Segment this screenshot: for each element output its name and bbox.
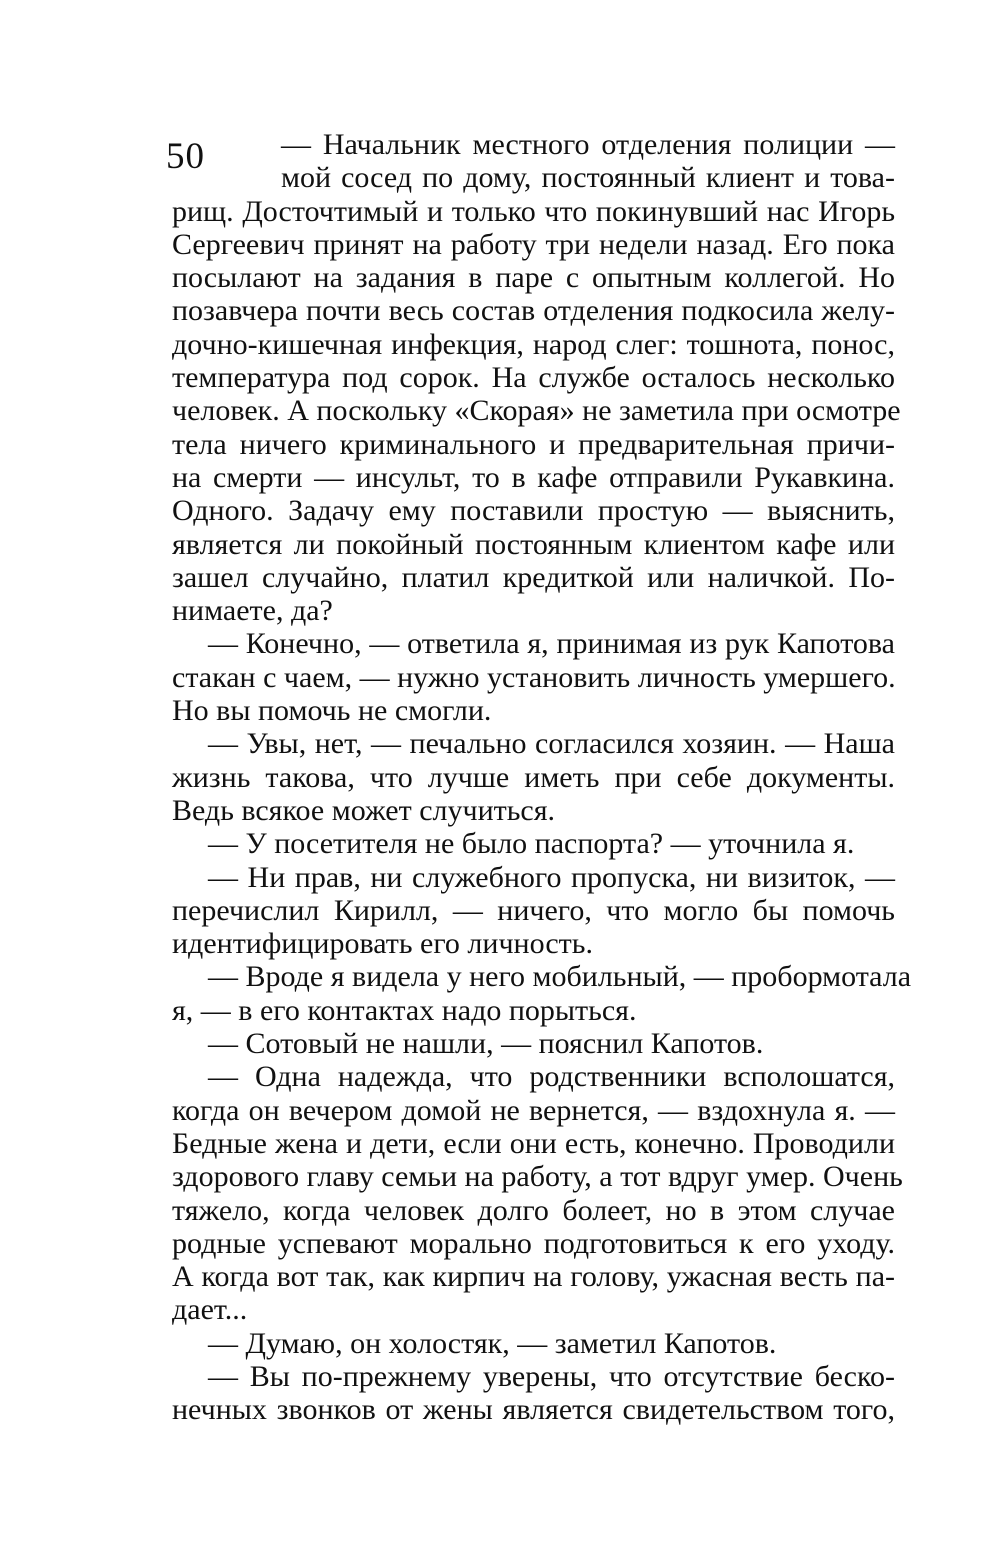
text-line: — Одна надежда, что родственники всполошатся, xyxy=(208,1060,895,1094)
text-line: посылают на задания в паре с опытным коллегой. Но xyxy=(172,261,895,295)
text-line: когда он вечером домой не вернется, — вздохнула я. — xyxy=(172,1093,895,1127)
text-line: идентифицировать его личность. xyxy=(172,927,593,961)
text-line: человек. А поскольку «Скорая» не заметила при осмотре xyxy=(172,394,901,428)
text-line: мой сосед по дому, постоянный клиент и това- xyxy=(281,161,895,195)
text-line: Ведь всякое может случиться. xyxy=(172,793,556,827)
text-line: — Ни прав, ни служебного пропуска, ни визиток, — xyxy=(208,860,895,894)
text-line: на смерти — инсульт, то в кафе отправили Рукавкина. xyxy=(172,460,895,494)
text-line: — У посетителя не было паспорта? — уточнила я. xyxy=(208,827,855,861)
text-line: позавчера почти весь состав отделения подкосила желу- xyxy=(172,294,895,328)
text-line: я, — в его контактах надо порыться. xyxy=(172,993,637,1027)
page-number: 50 xyxy=(166,136,205,177)
body-text xyxy=(172,128,912,1427)
text-line: Сергеевич принят на работу три недели назад. Его пока xyxy=(172,227,895,261)
text-line: — Вроде я видела у него мобильный, — пробормотала xyxy=(208,960,912,994)
text-line: Бедные жена и дети, если они есть, конечно. Проводили xyxy=(172,1126,895,1160)
text-line: нечных звонков от жены является свидетельством того, xyxy=(172,1393,895,1427)
text-line: тяжело, когда человек долго болеет, но в этом случае xyxy=(172,1193,895,1227)
text-line: нимаете, да? xyxy=(172,594,333,628)
text-line: дочно-кишечная инфекция, народ слег: тошнота, понос, xyxy=(172,327,895,361)
text-line: здорового главу семьи на работу, а тот вдруг умер. Очень xyxy=(172,1160,903,1194)
text-line: — Увы, нет, — печально согласился хозяин. — Наша xyxy=(208,727,895,761)
text-line: дает... xyxy=(172,1293,248,1327)
text-line: зашел случайно, платил кредиткой или наличкой. По- xyxy=(172,560,895,594)
text-line: родные успевают морально подготовиться к его уходу. xyxy=(172,1226,895,1260)
text-line: перечислил Кирилл, — ничего, что могло бы помочь xyxy=(172,893,895,927)
text-line: рищ. Досточтимый и только что покинувший нас Игорь xyxy=(172,194,895,228)
text-line: — Думаю, он холостяк, — заметил Капотов. xyxy=(208,1326,777,1360)
text-line: — Вы по-прежнему уверены, что отсутствие беско- xyxy=(208,1359,895,1393)
text-line: температура под сорок. На службе осталось несколько xyxy=(172,361,895,395)
text-line: — Начальник местного отделения полиции — xyxy=(281,128,895,161)
text-line: — Сотовый не нашли, — пояснил Капотов. xyxy=(208,1027,764,1061)
text-line: является ли покойный постоянным клиентом кафе или xyxy=(172,527,895,561)
text-line: А когда вот так, как кирпич на голову, ужасная весть па- xyxy=(172,1260,895,1294)
text-line: стакан с чаем, — нужно установить личность умершего. xyxy=(172,660,896,694)
text-line: жизнь такова, что лучше иметь при себе документы. xyxy=(172,760,895,794)
text-line: — Конечно, — ответила я, принимая из рук Капотова xyxy=(208,627,895,661)
text-line: тела ничего криминального и предварительная причи- xyxy=(172,427,895,461)
text-line: Но вы помочь не смогли. xyxy=(172,694,492,728)
text-line: Одного. Задачу ему поставили простую — выяснить, xyxy=(172,494,895,528)
